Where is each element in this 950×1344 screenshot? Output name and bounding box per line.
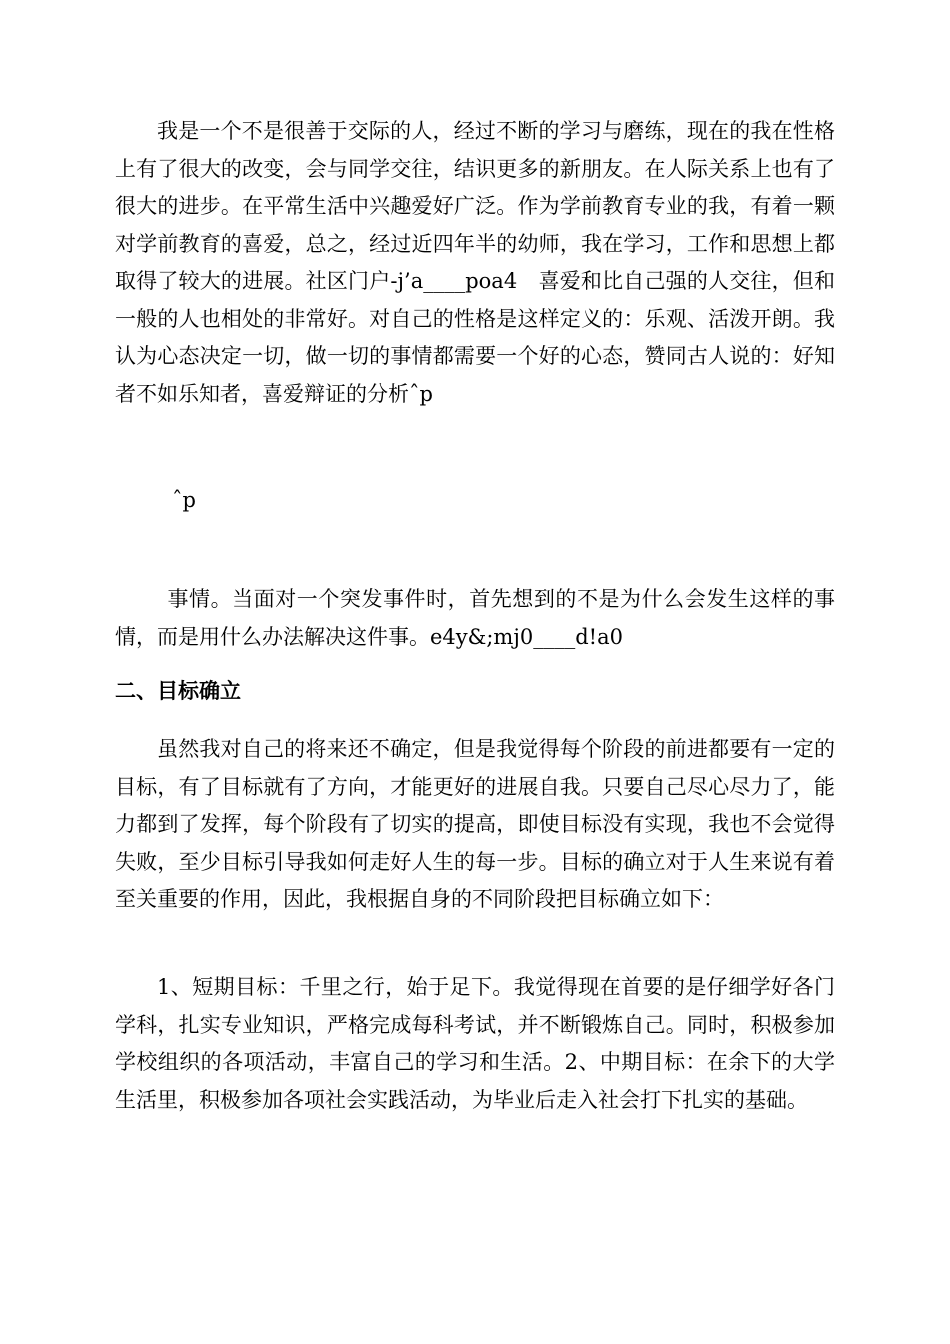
paragraph-goals-intro: 虽然我对自己的将来还不确定，但是我觉得每个阶段的前进都要有一定的目标，有了目标就有了方向，才能更好的进展自我。只要自己尽心尽力了，能力都到了发挥，每个阶段有了切实的提高，即使目标没有实现，我也不会觉得失败，至少目标引导我如何走好人生的每一步。目标的确立对于人生来说有着至关重要的作用，因此，我根据自身的不同阶段把目标确立如下： [115,737,835,911]
paragraph-short-mid-goals: 1、短期目标：千里之行，始于足下。我觉得现在首要的是仔细学好各门学科，扎实专业知识，严格完成每科考试，并不断锻炼自己。同时，积极参加学校组织的各项活动，丰富自己的学习和生活。2、中期目标：在余下的大学生活里，积极参加各项社会实践活动，为毕业后走入社会打下扎实的基础。 [115,975,835,1112]
paragraph-personality: 我是一个不是很善于交际的人，经过不断的学习与磨练，现在的我在性格上有了很大的改变，会与同学交往，结识更多的新朋友。在人际关系上也有了很大的进步。在平常生活中兴趣爱好广泛。作为学前教育专业的我，有着一颗对学前教育的喜爱，总之，经过近四年半的幼师，我在学习，工作和思想上都取得了较大的进展。社区门户-j’a____poa4 喜爱和比自己强的人交往，但和一般的人也相处的非常好。对自己的性格是这样定义的：乐观、活泼开朗。我认为心态决定一切，做一切的事情都需要一个好的心态，赞同古人说的：好知者不如乐知者，喜爱辩证的分析ˆp [115,119,835,406]
section-heading-goals: 二、目标确立 [115,679,241,703]
text-fragment: ˆp [172,488,196,512]
paragraph-emergency: 事情。当面对一个突发事件时，首先想到的不是为什么会发生这样的事情，而是用什么办法解决这件事。e4y&;mj0____d!a0 [115,587,835,649]
